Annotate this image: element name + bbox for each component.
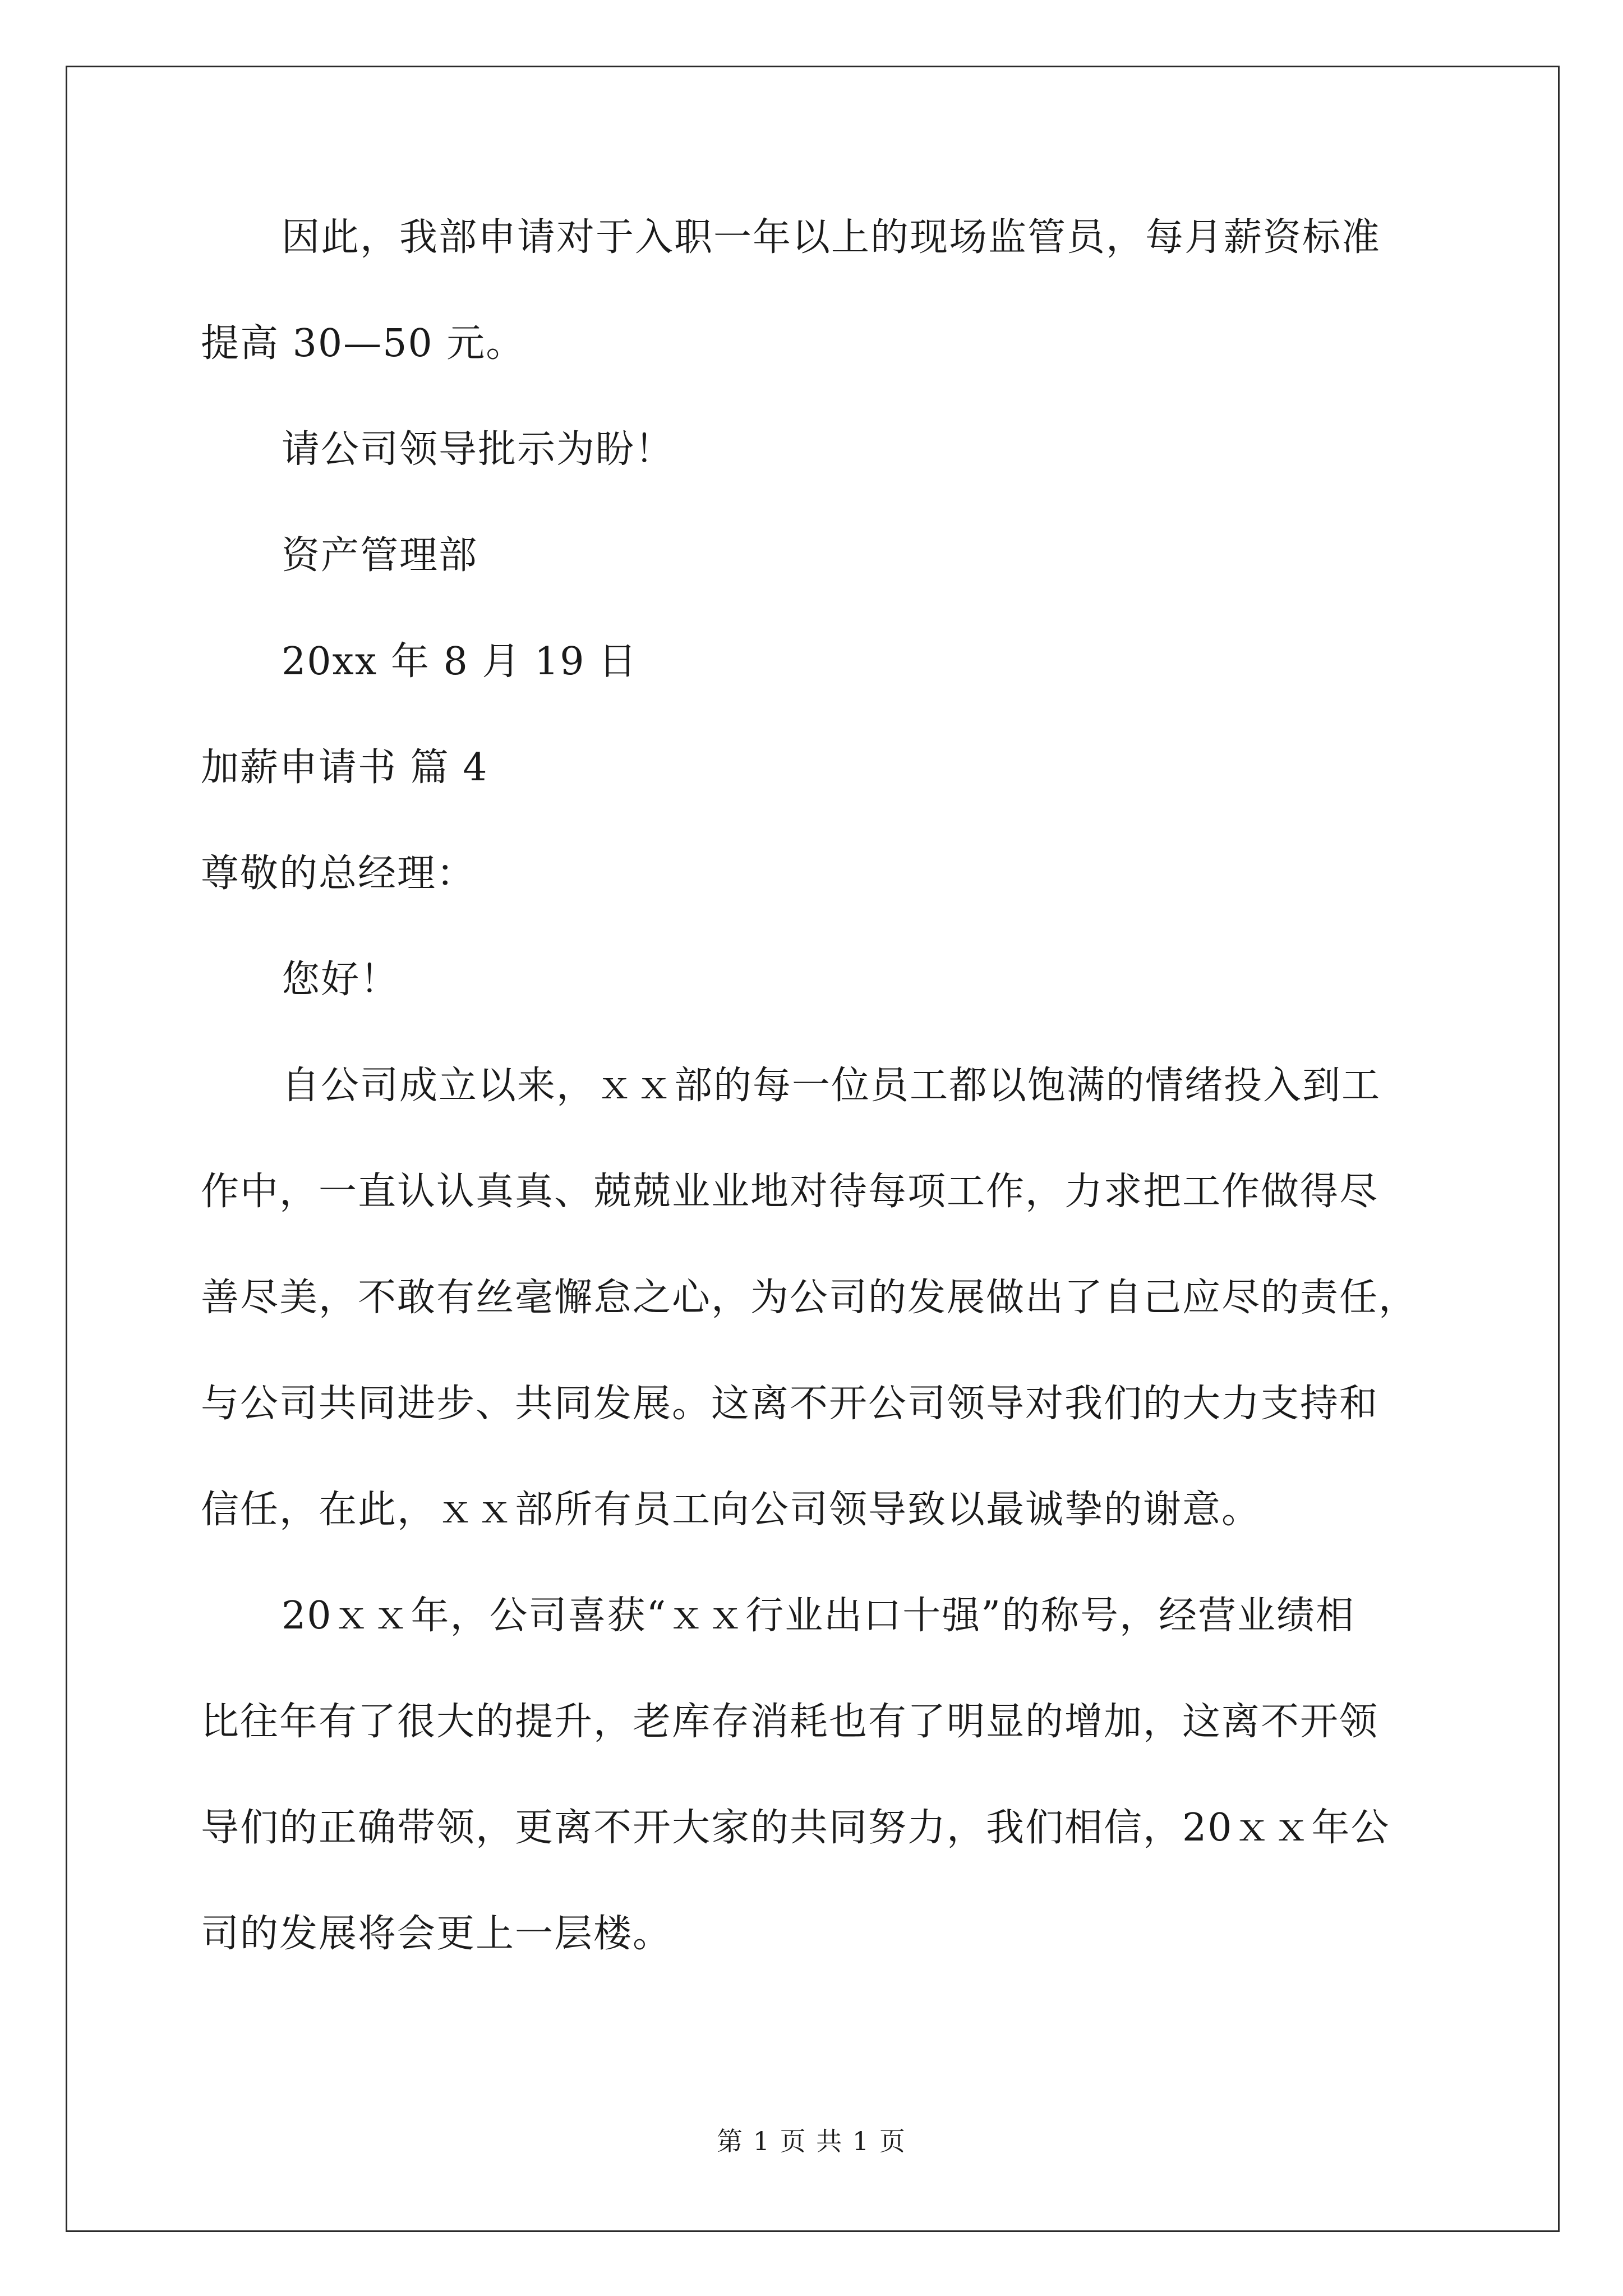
signature-date: 20xx 年 8 月 19 日 <box>282 639 638 684</box>
paragraph-line: 作中，一直认认真真、兢兢业业地对待每项工作，力求把工作做得尽 <box>201 1170 1379 1214</box>
paragraph-line: 善尽美，不敢有丝毫懈怠之心，为公司的发展做出了自己应尽的责任， <box>201 1276 1418 1320</box>
paragraph-line: 因此，我部申请对于入职一年以上的现场监管员，每月薪资标准 <box>282 215 1381 260</box>
paragraph-line: 20ｘｘ年，公司喜获“ｘｘ行业出口十强”的称号，经营业绩相 <box>282 1594 1355 1638</box>
paragraph-line: 比往年有了很大的提升，老库存消耗也有了明显的增加，这离不开领 <box>201 1700 1379 1744</box>
paragraph-line: 司的发展将会更上一层楼。 <box>201 1912 672 1956</box>
paragraph-line: 提高 30—50 元。 <box>201 321 525 366</box>
section-heading: 加薪申请书 篇 4 <box>201 746 488 790</box>
page-number-footer: 第 1 页 共 1 页 <box>717 2126 906 2156</box>
paragraph-line: 请公司领导批示为盼！ <box>282 427 675 472</box>
paragraph-line: 导们的正确带领，更离不开大家的共同努力，我们相信，20ｘｘ年公 <box>201 1806 1390 1850</box>
paragraph-line: 与公司共同进步、共同发展。这离不开公司领导对我们的大力支持和 <box>201 1382 1379 1426</box>
paragraph-line: 信任，在此，ｘｘ部所有员工向公司领导致以最诚挚的谢意。 <box>201 1488 1261 1532</box>
salutation: 尊敬的总经理： <box>201 852 476 896</box>
greeting: 您好！ <box>282 958 400 1002</box>
signature-department: 资产管理部 <box>282 533 478 578</box>
paragraph-line: 自公司成立以来，ｘｘ部的每一位员工都以饱满的情绪投入到工 <box>282 1064 1381 1108</box>
document-body <box>201 215 1444 2021</box>
